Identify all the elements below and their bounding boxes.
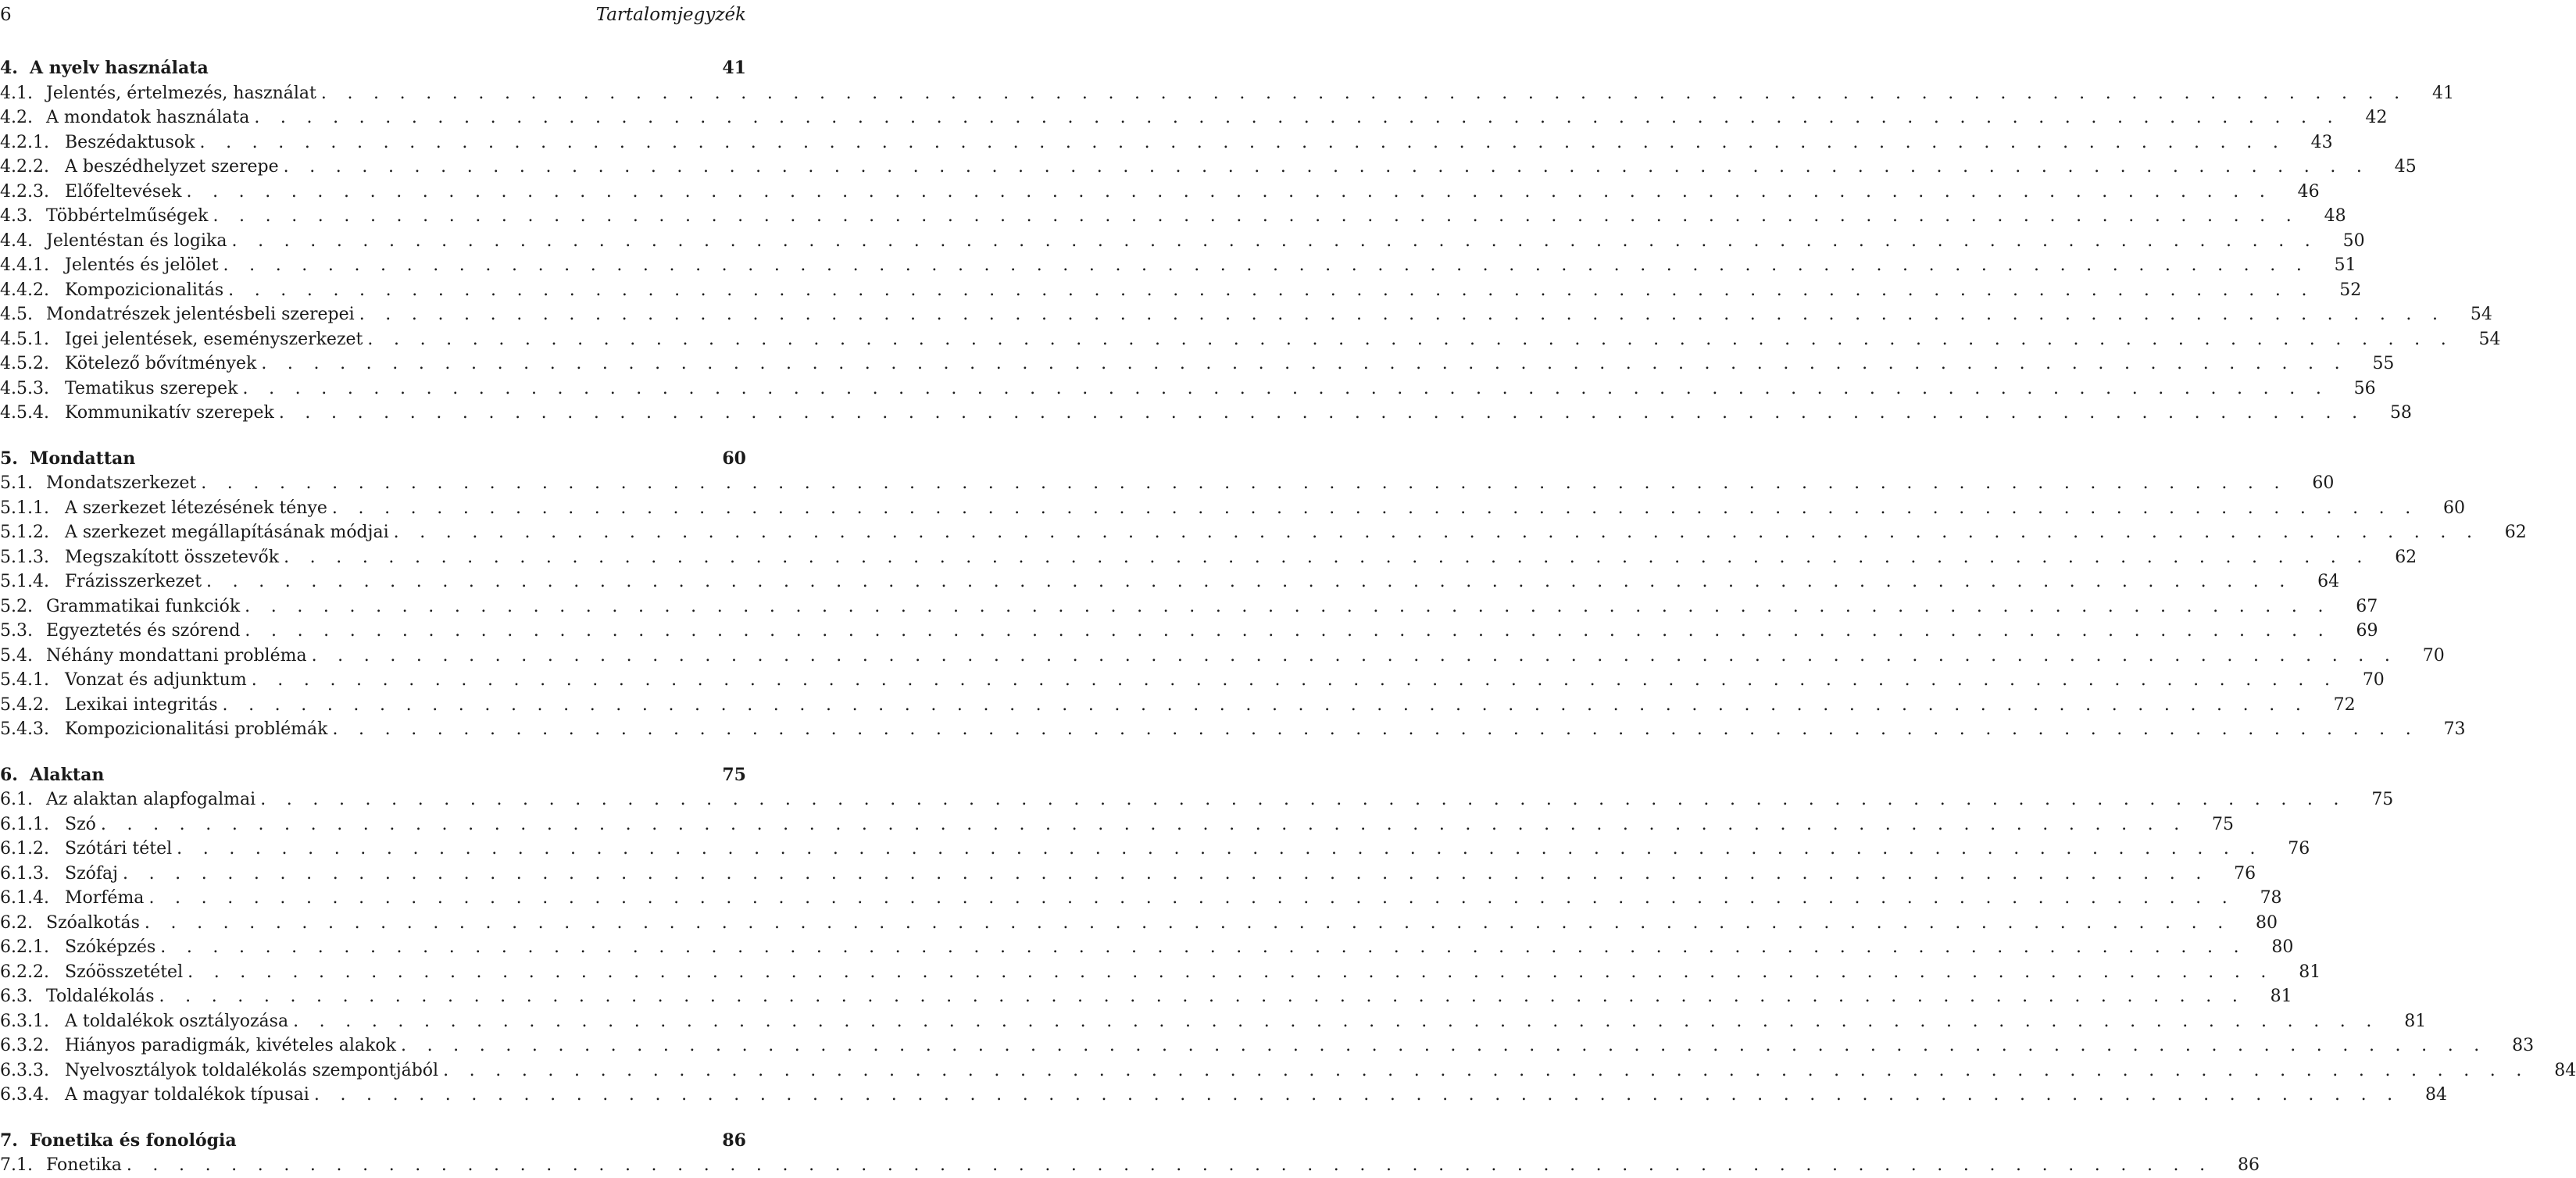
entry-page: 54 [2478,329,2501,349]
entry-number: 4.5.3. [0,378,49,398]
entry-page: 81 [2270,987,2292,1006]
entry-page: 78 [2260,888,2282,908]
entry-page: 60 [2312,473,2335,493]
entry-number: 6.3.3. [0,1060,49,1080]
chapter-number: 7. [0,1130,18,1151]
toc-section[interactable] [0,594,2378,619]
toc-section[interactable] [0,302,2492,327]
entry-number: 5.1.2. [0,523,49,542]
dot-leader: . . . . . . . . . . . . . . . . . . . . . . . . . . . . . . . . . . . . . . . . . . . . . . . . . . . . . . . . . . . . . . . . . . . . . . . . . . . . . . . . [123,863,2210,884]
entry-page: 56 [2353,378,2376,398]
toc-subsection[interactable] [0,717,2466,742]
dot-leader: . . . . . . . . . . . . . . . . . . . . . . . . . . . . . . . . . . . . . . . . . . . . . . . . . . . . . . . . . . . . . . . . . . . . . . . . . . . . . . . . [332,719,2419,739]
running-title: Tartalomjegyzék [595,5,746,25]
toc-subsection[interactable] [0,401,2412,426]
entry-number: 6.2. [0,912,33,933]
dot-leader: . . . . . . . . . . . . . . . . . . . . . . . . . . . . . . . . . . . . . . . . . . . . . . . . . . . . . . . . . . . . . . . . . . . . . . . . . . . . . . . . [311,645,2398,666]
entry-title: Hiányos paradigmák, kivételes alakok [65,1036,396,1055]
chapter-page: 75 [722,764,746,785]
chapter-number: 5. [0,448,18,469]
chapter-gap [0,426,746,447]
entry-number: 6.3. [0,987,33,1006]
entry-number: 6.2.1. [0,937,49,957]
entry-number: 5.1. [0,473,33,493]
entry-title: Grammatikai funkciók [46,596,241,616]
dot-leader: . . . . . . . . . . . . . . . . . . . . . . . . . . . . . . . . . . . . . . . . . . . . . . . . . . . . . . . . . . . . . . . . . . . . . . . . . . . . . . . . [331,498,2419,518]
entry-page: 60 [2443,498,2466,518]
entry-title: Kötelező bővítmények [65,354,257,373]
toc-section[interactable] [0,644,2445,669]
dot-leader: . . . . . . . . . . . . . . . . . . . . . . . . . . . . . . . . . . . . . . . . . . . . . . . . . . . . . . . . . . . . . . . . . . . . . . . . . . . . . . . . [223,255,2310,275]
entry-number: 7.1. [0,1155,33,1175]
entry-page: 62 [2395,547,2417,567]
chapter-title: Fonetika és fonológia [30,1130,237,1151]
toc-subsection[interactable] [0,569,2340,594]
entry-page: 52 [2339,280,2362,300]
entry-title: A beszédhelyzet szerepe [65,157,279,177]
dot-leader: . . . . . . . . . . . . . . . . . . . . . . . . . . . . . . . . . . . . . . . . . . . . . . . . . . . . . . . . . . . . . . . . . . . . . . . . . . . . . . . . [199,132,2286,152]
toc-subsection[interactable] [0,1009,2427,1034]
entry-title: Kompozicionalitási problémák [65,719,328,739]
dot-leader: . . . . . . . . . . . . . . . . . . . . . . . . . . . . . . . . . . . . . . . . . . . . . . . . . . . . . . . . . . . . . . . . . . . . . . . . . . . . . . . . [148,888,2235,908]
toc-subsection[interactable] [0,935,2294,960]
dot-leader: . . . . . . . . . . . . . . . . . . . . . . . . . . . . . . . . . . . . . . . . . . . . . . . . . . . . . . . . . . . . . . . . . . . . . . . . . . . . . . . . [144,912,2231,933]
toc-subsection[interactable] [0,327,2501,352]
toc-section[interactable] [0,81,2454,106]
running-head [0,3,746,27]
entry-number: 5.2. [0,596,33,616]
toc-chapter[interactable] [0,1129,746,1154]
entry-number: 4.4.2. [0,280,49,300]
entry-title: A mondatok használata [46,108,250,127]
entry-title: Frázisszerkezet [65,572,202,591]
entry-number: 4.5. [0,305,33,324]
dot-leader: . . . . . . . . . . . . . . . . . . . . . . . . . . . . . . . . . . . . . . . . . . . . . . . . . . . . . . . . . . . . . . . . . . . . . . . . . . . . . . . . [284,547,2371,567]
dot-leader: . . . . . . . . . . . . . . . . . . . . . . . . . . . . . . . . . . . . . . . . . . . . . . . . . . . . . . . . . . . . . . . . . . . . . . . . . . . . . . . . [222,694,2309,715]
dot-leader: . . . . . . . . . . . . . . . . . . . . . . . . . . . . . . . . . . . . . . . . . . . . . . . . . . . . . . . . . . . . . . . . . . . . . . . . . . . . . . . . [242,378,2329,398]
entry-page: 64 [2317,572,2340,591]
entry-page: 42 [2365,108,2388,127]
dot-leader: . . . . . . . . . . . . . . . . . . . . . . . . . . . . . . . . . . . . . . . . . . . . . . . . . . . . . . . . . . . . . . . . . . . . . . . . . . . . . . . . [443,1060,2530,1080]
chapter-gap [0,1108,746,1129]
entry-page: 84 [2554,1060,2576,1080]
entry-number: 4.1. [0,83,33,103]
entry-page: 41 [2431,83,2454,103]
entry-title: Megszakított összetevők [65,547,280,567]
entry-title: Szófaj [65,863,118,884]
entry-number: 6.2.2. [0,962,49,982]
toc-subsection[interactable] [0,668,2385,693]
chapter-page: 60 [722,448,746,469]
dot-leader: . . . . . . . . . . . . . . . . . . . . . . . . . . . . . . . . . . . . . . . . . . . . . . . . . . . . . . . . . . . . . . . . . . . . . . . . . . . . . . . . [367,329,2454,349]
entry-page: 76 [2234,863,2256,884]
entry-title: Morféma [65,888,145,908]
entry-number: 4.4.1. [0,255,49,275]
chapter-title: Mondattan [30,448,136,469]
toc-section[interactable] [0,229,2365,254]
entry-number: 4.2. [0,108,33,127]
toc-subsection[interactable] [0,1033,2535,1058]
dot-leader: . . . . . . . . . . . . . . . . . . . . . . . . . . . . . . . . . . . . . . . . . . . . . . . . . . . . . . . . . . . . . . . . . . . . . . . . . . . . . . . . [231,230,2318,251]
entry-number: 4.5.2. [0,354,49,373]
entry-title: A toldalékok osztályozása [65,1011,289,1031]
entry-title: Szótári tétel [65,839,173,859]
toc-section[interactable] [0,471,2335,496]
toc-subsection[interactable] [0,520,2527,545]
dot-leader: . . . . . . . . . . . . . . . . . . . . . . . . . . . . . . . . . . . . . . . . . . . . . . . . . . . . . . . . . . . . . . . . . . . . . . . . . . . . . . . . [313,1085,2400,1105]
toc-subsection[interactable] [0,862,2256,887]
entry-page: 76 [2288,839,2310,859]
toc-subsection[interactable] [0,130,2333,155]
toc-chapter[interactable] [0,447,746,472]
entry-number: 6.1.3. [0,863,49,884]
dot-leader: . . . . . . . . . . . . . . . . . . . . . . . . . . . . . . . . . . . . . . . . . . . . . . . . . . . . . . . . . . . . . . . . . . . . . . . . . . . . . . . . [177,839,2263,859]
entry-number: 5.1.1. [0,498,49,518]
dot-leader: . . . . . . . . . . . . . . . . . . . . . . . . . . . . . . . . . . . . . . . . . . . . . . . . . . . . . . . . . . . . . . . . . . . . . . . . . . . . . . . . [278,403,2365,423]
dot-leader: . . . . . . . . . . . . . . . . . . . . . . . . . . . . . . . . . . . . . . . . . . . . . . . . . . . . . . . . . . . . . . . . . . . . . . . . . . . . . . . . [261,354,2348,373]
entry-page: 50 [2342,230,2365,251]
dot-leader: . . . . . . . . . . . . . . . . . . . . . . . . . . . . . . . . . . . . . . . . . . . . . . . . . . . . . . . . . . . . . . . . . . . . . . . . . . . . . . . . [126,1155,2213,1175]
toc-section[interactable] [0,1153,2260,1178]
toc-section[interactable] [0,619,2378,644]
dot-leader: . . . . . . . . . . . . . . . . . . . . . . . . . . . . . . . . . . . . . . . . . . . . . . . . . . . . . . . . . . . . . . . . . . . . . . . . . . . . . . . . [186,181,2273,202]
dot-leader: . . . . . . . . . . . . . . . . . . . . . . . . . . . . . . . . . . . . . . . . . . . . . . . . . . . . . . . . . . . . . . . . . . . . . . . . . . . . . . . . [251,670,2338,690]
toc-subsection[interactable] [0,352,2395,377]
entry-page: 81 [2404,1011,2427,1031]
dot-leader: . . . . . . . . . . . . . . . . . . . . . . . . . . . . . . . . . . . . . . . . . . . . . . . . . . . . . . . . . . . . . . . . . . . . . . . . . . . . . . . . [100,814,2188,834]
entry-number: 4.4. [0,230,33,251]
entry-title: Szóképzés [65,937,156,957]
entry-title: Szóösszetétel [65,962,184,982]
entry-page: 86 [2237,1155,2260,1175]
entry-title: Előfeltevések [65,181,182,202]
dot-leader: . . . . . . . . . . . . . . . . . . . . . . . . . . . . . . . . . . . . . . . . . . . . . . . . . . . . . . . . . . . . . . . . . . . . . . . . . . . . . . . . [228,280,2315,300]
toc-subsection[interactable] [0,180,2320,205]
entry-number: 6.1.4. [0,888,49,908]
chapter-number: 6. [0,764,18,785]
entry-title: Mondatszerkezet [46,473,197,493]
entry-page: 72 [2333,694,2356,715]
chapter-number: 4. [0,58,18,78]
entry-title: Kompozicionalitás [65,280,224,300]
entry-number: 5.1.3. [0,547,49,567]
toc-section[interactable] [0,911,2278,936]
entry-number: 5.4.1. [0,670,49,690]
entry-number: 6.3.4. [0,1085,49,1105]
entry-page: 54 [2470,305,2492,324]
entry-title: Jelentés, értelmezés, használat [46,83,316,103]
entry-number: 4.5.1. [0,329,49,349]
entry-title: Toldalékolás [46,987,155,1006]
entry-page: 70 [2422,645,2445,666]
dot-leader: . . . . . . . . . . . . . . . . . . . . . . . . . . . . . . . . . . . . . . . . . . . . . . . . . . . . . . . . . . . . . . . . . . . . . . . . . . . . . . . . [400,1036,2488,1055]
entry-title: Jelentés és jelölet [65,255,219,275]
toc-subsection[interactable] [0,545,2417,570]
entry-page: 45 [2394,157,2417,177]
entry-title: Nyelvosztályok toldalékolás szempontjából [65,1060,439,1080]
entry-page: 48 [2324,206,2346,226]
entry-page: 75 [2371,790,2394,809]
entry-number: 5.4. [0,645,33,666]
entry-number: 4.5.4. [0,403,49,423]
dot-leader: . . . . . . . . . . . . . . . . . . . . . . . . . . . . . . . . . . . . . . . . . . . . . . . . . . . . . . . . . . . . . . . . . . . . . . . . . . . . . . . . [320,83,2407,103]
chapter-page: 41 [722,58,746,78]
entry-title: Lexikai integritás [65,694,218,715]
dot-leader: . . . . . . . . . . . . . . . . . . . . . . . . . . . . . . . . . . . . . . . . . . . . . . . . . . . . . . . . . . . . . . . . . . . . . . . . . . . . . . . . [393,523,2480,542]
chapter-gap [0,742,746,763]
entry-title: Az alaktan alapfogalmai [46,790,256,809]
entry-page: 84 [2424,1085,2447,1105]
entry-title: A szerkezet létezésének ténye [65,498,327,518]
entry-page: 51 [2334,255,2356,275]
entry-number: 4.2.2. [0,157,49,177]
entry-title: Vonzat és adjunktum [65,670,247,690]
toc-section[interactable] [0,105,2388,130]
dot-leader: . . . . . . . . . . . . . . . . . . . . . . . . . . . . . . . . . . . . . . . . . . . . . . . . . . . . . . . . . . . . . . . . . . . . . . . . . . . . . . . . [260,790,2347,809]
entry-title: Jelentéstan és logika [46,230,227,251]
entry-title: A szerkezet megállapításának módjai [65,523,389,542]
entry-page: 80 [2256,912,2278,933]
entry-title: Egyeztetés és szórend [46,621,241,641]
entry-title: Kommunikatív szerepek [65,403,274,423]
entry-page: 67 [2356,596,2378,616]
entry-number: 6.3.2. [0,1036,49,1055]
toc-subsection[interactable] [0,278,2362,303]
entry-page: 46 [2297,181,2320,202]
entry-page: 55 [2372,354,2395,373]
page-number: 6 [0,5,12,25]
entry-number: 5.3. [0,621,33,641]
toc-subsection[interactable] [0,812,2235,837]
toc-subsection[interactable] [0,496,2466,521]
chapter-page: 86 [722,1130,746,1151]
entry-title: Néhány mondattani probléma [46,645,307,666]
toc-subsection[interactable] [0,253,2356,278]
entry-number: 5.4.3. [0,719,49,739]
entry-page: 83 [2512,1036,2535,1055]
dot-leader: . . . . . . . . . . . . . . . . . . . . . . . . . . . . . . . . . . . . . . . . . . . . . . . . . . . . . . . . . . . . . . . . . . . . . . . . . . . . . . . . [206,572,2293,591]
toc-subsection[interactable] [0,837,2310,862]
toc-subsection[interactable] [0,960,2321,985]
entry-title: Fonetika [46,1155,122,1175]
dot-leader: . . . . . . . . . . . . . . . . . . . . . . . . . . . . . . . . . . . . . . . . . . . . . . . . . . . . . . . . . . . . . . . . . . . . . . . . . . . . . . . . [160,937,2247,957]
dot-leader: . . . . . . . . . . . . . . . . . . . . . . . . . . . . . . . . . . . . . . . . . . . . . . . . . . . . . . . . . . . . . . . . . . . . . . . . . . . . . . . . [159,987,2246,1006]
dot-leader: . . . . . . . . . . . . . . . . . . . . . . . . . . . . . . . . . . . . . . . . . . . . . . . . . . . . . . . . . . . . . . . . . . . . . . . . . . . . . . . . [254,108,2341,127]
entry-number: 4.2.1. [0,132,49,152]
toc-subsection[interactable] [0,886,2282,911]
entry-title: Beszédaktusok [65,132,195,152]
toc-subsection[interactable] [0,1058,2576,1083]
dot-leader: . . . . . . . . . . . . . . . . . . . . . . . . . . . . . . . . . . . . . . . . . . . . . . . . . . . . . . . . . . . . . . . . . . . . . . . . . . . . . . . . [293,1011,2380,1031]
dot-leader: . . . . . . . . . . . . . . . . . . . . . . . . . . . . . . . . . . . . . . . . . . . . . . . . . . . . . . . . . . . . . . . . . . . . . . . . . . . . . . . . [359,305,2446,324]
dot-leader: . . . . . . . . . . . . . . . . . . . . . . . . . . . . . . . . . . . . . . . . . . . . . . . . . . . . . . . . . . . . . . . . . . . . . . . . . . . . . . . . [245,596,2331,616]
entry-page: 69 [2356,621,2378,641]
entry-number: 5.4.2. [0,694,49,715]
entry-page: 81 [2299,962,2321,982]
toc-section[interactable] [0,984,2292,1009]
toc-section[interactable] [0,787,2394,812]
entry-number: 6.1.2. [0,839,49,859]
entry-number: 6.1.1. [0,814,49,834]
chapter-title: Alaktan [30,764,105,785]
dot-leader: . . . . . . . . . . . . . . . . . . . . . . . . . . . . . . . . . . . . . . . . . . . . . . . . . . . . . . . . . . . . . . . . . . . . . . . . . . . . . . . . [213,206,2299,226]
entry-number: 5.1.4. [0,572,49,591]
entry-title: Igei jelentések, eseményszerkezet [65,329,363,349]
entry-number: 6.1. [0,790,33,809]
chapter-title: A nyelv használata [30,58,209,78]
entry-title: Tematikus szerepek [65,378,238,398]
entry-number: 6.3.1. [0,1011,49,1031]
entry-page: 43 [2310,132,2333,152]
toc-subsection[interactable] [0,693,2356,718]
entry-title: Mondatrészek jelentésbeli szerepei [46,305,355,324]
toc-chapter[interactable] [0,763,746,788]
table-of-contents [0,56,2576,1178]
dot-leader: . . . . . . . . . . . . . . . . . . . . . . . . . . . . . . . . . . . . . . . . . . . . . . . . . . . . . . . . . . . . . . . . . . . . . . . . . . . . . . . . [201,473,2288,493]
entry-page: 58 [2389,403,2412,423]
dot-leader: . . . . . . . . . . . . . . . . . . . . . . . . . . . . . . . . . . . . . . . . . . . . . . . . . . . . . . . . . . . . . . . . . . . . . . . . . . . . . . . . [283,157,2370,177]
entry-title: Szóalkotás [46,912,140,933]
entry-page: 73 [2443,719,2466,739]
entry-number: 4.3. [0,206,33,226]
dot-leader: . . . . . . . . . . . . . . . . . . . . . . . . . . . . . . . . . . . . . . . . . . . . . . . . . . . . . . . . . . . . . . . . . . . . . . . . . . . . . . . . [188,962,2274,982]
entry-page: 62 [2504,523,2527,542]
dot-leader: . . . . . . . . . . . . . . . . . . . . . . . . . . . . . . . . . . . . . . . . . . . . . . . . . . . . . . . . . . . . . . . . . . . . . . . . . . . . . . . . [245,621,2331,641]
toc-subsection[interactable] [0,1083,2447,1108]
entry-title: Többértelműségek [46,206,209,226]
entry-title: Szó [65,814,96,834]
toc-chapter[interactable] [0,56,746,81]
toc-section[interactable] [0,204,2346,229]
entry-title: A magyar toldalékok típusai [65,1085,309,1105]
entry-number: 4.2.3. [0,181,49,202]
entry-page: 70 [2362,670,2385,690]
toc-subsection[interactable] [0,155,2417,180]
toc-subsection[interactable] [0,377,2376,402]
entry-page: 80 [2271,937,2294,957]
entry-page: 75 [2212,814,2235,834]
